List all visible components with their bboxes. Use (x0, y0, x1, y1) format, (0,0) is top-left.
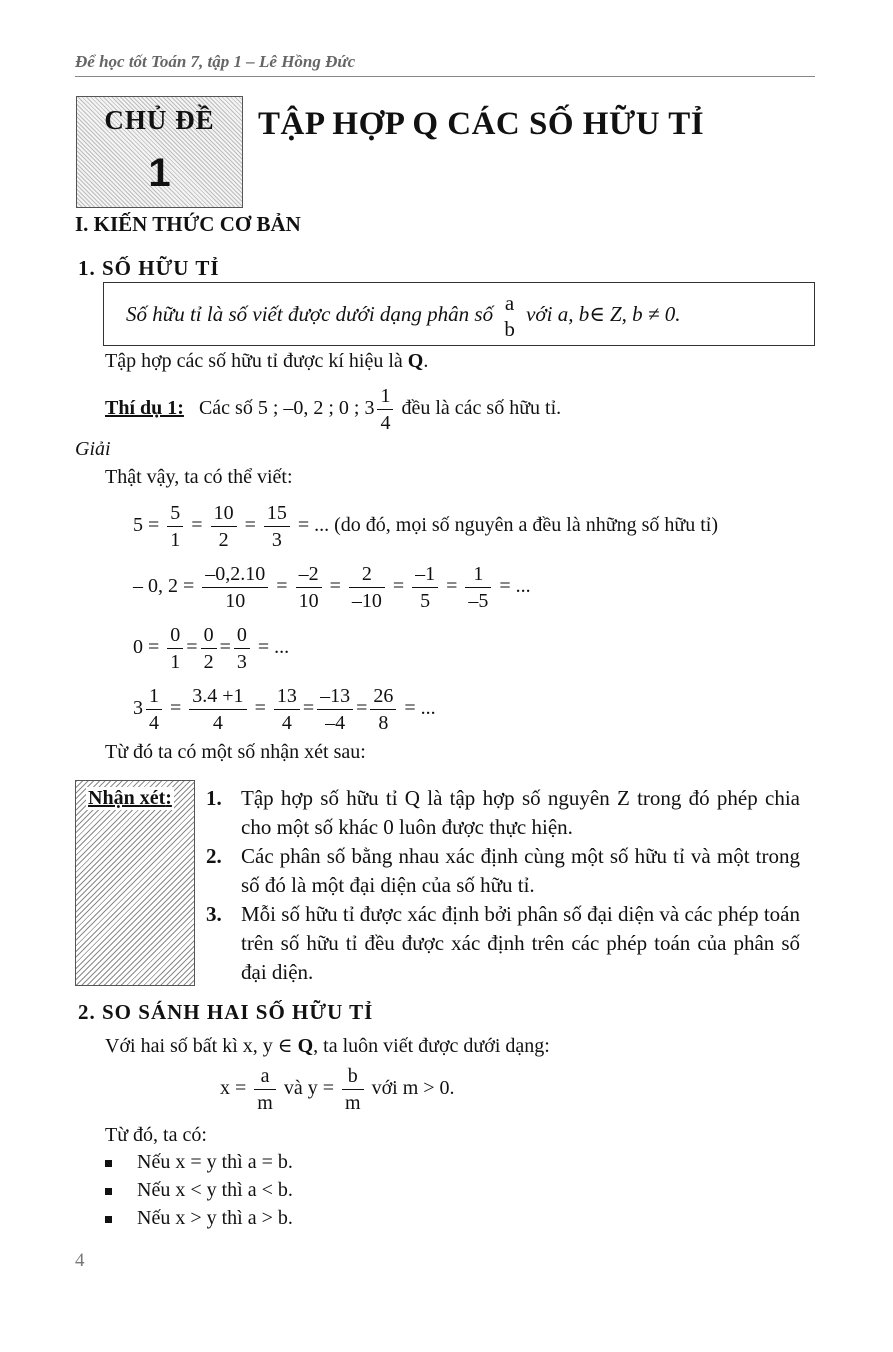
fraction-numerator: 3.4 +1 (189, 683, 246, 710)
fraction-numerator: a (254, 1063, 276, 1090)
running-header: Để học tốt Toán 7, tập 1 – Lê Hồng Đức (75, 52, 356, 71)
bullet-icon (105, 1216, 112, 1223)
bullet-item (105, 1179, 293, 1202)
bullet-text: Nếu x = y thì a = b. (137, 1151, 293, 1173)
eq-lhs: – 0, 2 = (133, 575, 195, 597)
fraction (146, 683, 162, 736)
example-text-before: Các số 5 ; –0, 2 ; 0 ; 3 (198, 397, 375, 420)
fraction (234, 622, 250, 675)
fraction-numerator: 5 (167, 500, 183, 527)
fraction (202, 561, 268, 614)
example-1 (105, 383, 561, 436)
fraction-denominator: 2 (203, 650, 214, 673)
fraction-denominator: –10 (351, 589, 382, 612)
fraction (274, 683, 300, 736)
topic-label: CHỦ ĐỀ (104, 105, 215, 135)
fraction (317, 683, 353, 736)
fraction-denominator: 4 (380, 412, 391, 434)
fraction-numerator: 0 (201, 622, 217, 649)
eq-tail: = ... (do đó, mọi số nguyên a đều là những số hữu tỉ) (297, 514, 718, 536)
remark-text: Mỗi số hữu tỉ được xác định bởi phân số đại diện và các phép toán trên số hữu tỉ đều được xác định trên các phép toán của phân số đại diện. (241, 902, 800, 984)
bullet-icon (105, 1160, 112, 1167)
solution-label: Giải (75, 438, 111, 460)
fraction-denominator: 3 (271, 528, 282, 551)
topic-number: 1 (148, 151, 171, 195)
remarks-list (206, 784, 800, 987)
fraction-denominator: –5 (468, 589, 489, 612)
fraction (211, 500, 237, 553)
fraction-numerator: –13 (317, 683, 353, 710)
fraction-numerator: –2 (296, 561, 322, 588)
definition-fraction (501, 290, 518, 342)
fraction (465, 561, 491, 614)
compare-intro-after: , ta luôn viết được dưới dạng: (313, 1035, 550, 1057)
fraction (342, 1063, 364, 1116)
notation-line (105, 350, 428, 373)
fraction-denominator: m (257, 1091, 273, 1114)
x-lhs: x = (220, 1077, 247, 1099)
compare-intro-q: Q (297, 1035, 314, 1057)
bullet-item (105, 1207, 293, 1230)
fraction-denominator: 4 (281, 711, 292, 734)
fraction-numerator: a (504, 291, 515, 316)
fraction (201, 622, 217, 675)
example-label: Thí dụ 1: (105, 397, 184, 420)
mixed-fraction (377, 383, 393, 436)
remark-text: Các phân số bằng nhau xác định cùng một số hữu tỉ và một trong số đó là một đại diện của số hữu tỉ. (241, 844, 800, 897)
fraction (264, 500, 290, 553)
compare-intro-before: Với hai số bất kì x, y ∈ (105, 1035, 293, 1057)
fraction-denominator: 4 (212, 711, 223, 734)
and-y: và y = (283, 1077, 334, 1099)
fraction (167, 500, 183, 553)
equation-decimal: – 0, 2 = $\frac{-0,2.10}{10}$ = $\frac{-2}{10}$ = $\frac{2}{-10}$ = $\frac{-1}{5}$ = $\frac{1}{-5}$ = ... (133, 562, 531, 612)
fraction-numerator: 10 (211, 500, 237, 527)
fraction (167, 622, 183, 675)
fraction-denominator: 3 (236, 650, 247, 673)
remark-number: 3. (206, 902, 222, 926)
fraction-denominator: 8 (378, 711, 389, 734)
fraction-numerator: 0 (234, 622, 250, 649)
eq-tail: = ... (499, 575, 531, 597)
fraction (296, 561, 322, 614)
fraction-denominator: 10 (225, 589, 246, 612)
fraction-numerator: 26 (370, 683, 396, 710)
remark-text: Tập hợp số hữu tỉ Q là tập hợp số nguyên Z trong đó phép chia cho một số khác 0 luôn được thực hiện. (241, 786, 800, 839)
fraction-denominator: b (504, 317, 515, 342)
remarks-box (75, 780, 195, 986)
fraction-numerator: 1 (377, 383, 393, 410)
remarks-label-text: Nhận xét (88, 787, 166, 809)
fraction-denominator: –4 (325, 711, 346, 734)
fraction-denominator: m (345, 1091, 361, 1114)
fraction-numerator: 13 (274, 683, 300, 710)
page-number: 4 (75, 1250, 85, 1271)
bullet-icon (105, 1188, 112, 1195)
fraction-numerator: 1 (465, 561, 491, 588)
equation-mixed: 3 $\frac{1}{4}$ = $\frac{3.4 +1}{4}$ = $\frac{13}{4}$ = $\frac{-13}{-4}$ = $\frac{26}{8}$ = ... (133, 684, 436, 734)
eq-tail: = ... (257, 636, 290, 658)
remark-item (206, 900, 800, 987)
remark-number: 2. (206, 844, 222, 868)
topic-box (76, 96, 243, 208)
condition: với m > 0. (371, 1077, 455, 1099)
fraction-denominator: 1 (170, 650, 181, 673)
fraction-numerator: 2 (349, 561, 385, 588)
definition-after: với a, b∈ Z, b ≠ 0. (526, 302, 681, 326)
fraction-denominator: 5 (420, 589, 431, 612)
compare-intro (105, 1033, 550, 1058)
header-rule (75, 76, 815, 77)
definition-text (126, 287, 680, 342)
notation-end: . (423, 350, 429, 372)
notation-symbol: Q (407, 350, 424, 372)
solution-intro: Thật vậy, ta có thể viết: (105, 466, 293, 488)
conclusion-text: Từ đó ta có một số nhận xét sau: (105, 741, 366, 763)
fraction-numerator: 1 (146, 683, 162, 710)
remarks-label (86, 787, 174, 810)
since-text: Từ đó, ta có: (105, 1124, 207, 1146)
notation-text: Tập hợp các số hữu tỉ được kí hiệu là (105, 350, 403, 372)
subsection-heading-compare: 2. SO SÁNH HAI SỐ HỮU TỈ (78, 1000, 374, 1024)
equation-zero: 0 = $\frac{0}{1}$ = $\frac{0}{2}$ = $\frac{0}{3}$ = ... (133, 623, 290, 673)
remarks-colon: : (165, 787, 172, 809)
fraction-denominator: 1 (170, 528, 181, 551)
eq-lhs: 0 = (133, 636, 160, 658)
definition-box (103, 282, 815, 346)
fraction (349, 561, 385, 614)
example-text-after: đều là các số hữu tỉ. (401, 397, 562, 420)
remark-number: 1. (206, 786, 222, 810)
eq-lhs: 5 = (133, 514, 160, 536)
remark-item (206, 784, 800, 842)
bullet-text: Nếu x < y thì a < b. (137, 1179, 293, 1201)
fraction (254, 1063, 276, 1116)
fraction-numerator: 0 (167, 622, 183, 649)
definition-before: Số hữu tỉ là số viết được dưới dạng phân số (126, 302, 494, 326)
fraction (189, 683, 246, 736)
fraction (412, 561, 438, 614)
fraction-numerator: b (342, 1063, 364, 1090)
remark-item (206, 842, 800, 900)
eq-lhs-int: 3 (133, 697, 143, 719)
fraction-denominator: 4 (149, 711, 159, 734)
equation-integer: 5 = $\frac{5}{1}$ = $\frac{10}{2}$ = $\frac{15}{3}$ = ... (do đó, mọi số nguyên a đều là những số hữu tỉ) (133, 501, 718, 551)
fraction (370, 683, 396, 736)
fraction-numerator: 15 (264, 500, 290, 527)
bullet-text: Nếu x > y thì a > b. (137, 1207, 293, 1229)
chapter-title: TẬP HỢP Q CÁC SỐ HỮU TỈ (258, 106, 705, 142)
fraction-numerator: –0,2.10 (202, 561, 268, 588)
eq-tail: = ... (404, 697, 436, 719)
bullet-item (105, 1151, 293, 1174)
compare-formula (220, 1060, 455, 1116)
fraction-numerator: –1 (412, 561, 438, 588)
subsection-heading-rational: 1. SỐ HỮU TỈ (78, 256, 220, 280)
section-heading-basics: I. KIẾN THỨC CƠ BẢN (75, 212, 301, 236)
fraction-denominator: 10 (298, 589, 319, 612)
fraction-denominator: 2 (218, 528, 229, 551)
